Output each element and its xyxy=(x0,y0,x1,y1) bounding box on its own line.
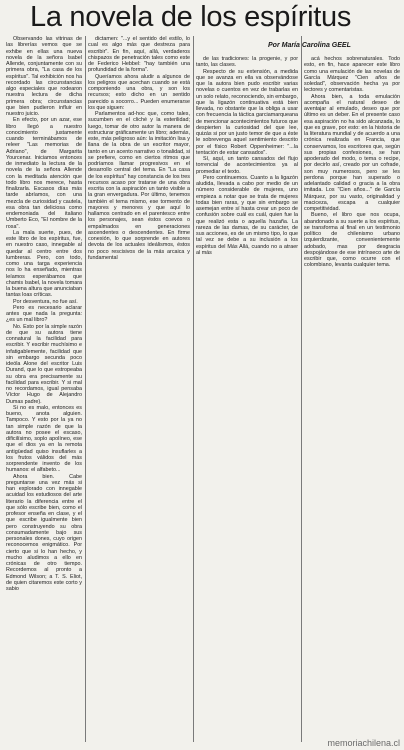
paragraph: No. Esto por la simple razón de que su autora tiene connatural la facilidad para escribir. Y escribir muchísimo e infatigablemente, facilidad que sin embargo secunda poco ideóla Alone del escritor Luis Durand, que lo que estropeaba su obra era precisamente su facilidad para escribir. Y si mal no recordamos, igual pensaba Víctor Hugo de Alejandro Dumas padre). xyxy=(6,323,82,405)
text-column-1 xyxy=(6,36,82,742)
text-column-3 xyxy=(196,56,298,742)
text-column-4 xyxy=(304,56,400,742)
paragraph: Sí, aquí, un tanto cansados del flujo torrencial de acontecimientos ya al promediar el texto. xyxy=(196,156,298,175)
paragraph: Si no es malo, entonces es bueno, anota alguien. Tampoco. Y esto por la ya no tan simple razón de que la autora no posee el escaso, dificilísimo, soplo apolíneo, ese que el dios ya en la remota antigüedad quiso insuflarles a los frutos válidos del más sorprendente invento de los humanos: el alfabeto... xyxy=(6,404,82,474)
paragraph: Respecto de su extensión, a medida que se avanza en ella va observándose que la autora bien pudo escribir varias novelas o cuentos en vez de trabarlas en un solo relato, reconociendo, sin embargo, que la ligazón continuativa está bien llevada, no obstante que la obliga a usar con frecuencia la táctica garciamarqueana de mencionar acontecimientos futuros que despierten la curiosidad del que lee, quizás si por un justo temor de que a éste le sobrevenga aquel sentimiento descrito por el físico Robert Oppenheimer: "...la tentación de estar cansados". xyxy=(196,68,298,156)
paragraph: Por desventura, no fue así. xyxy=(13,298,78,305)
article-byline: Por María Carolina GEEL xyxy=(268,42,351,49)
column-divider xyxy=(85,36,86,742)
text-column-2 xyxy=(88,36,190,742)
column-divider xyxy=(193,36,194,742)
paragraph: Observando las vitrinas de las librerías vemos que se exhibe en ellas una nueva novela de la señora Isabel Allende, conjuntamente con su primera obra, "La casa de los espíritus". Tal exhibición nos ha recordado las circunstancias algo especiales que rodearon nuestra lectura de dicha primera obra; circunstancias que bien pudieron influir en nuestro juicio. xyxy=(6,36,82,117)
paragraph: Parlamentos ad-hoc que, como tales, sucumben en el cliché y la esterilidad; luego, tomar de otro autor la manera de estructurar gráficamente un libro; además, este, más peligroso aún: la imitación lisa y llana de la obra de un escritor mayor, tanto en un acento narrativo o tonalidad, si se prefiere, como en ciertos ritmos que podríamos llamar progresivos en el desarrollo central del tema. En "La casa de los espíritus" hay constancia de los tres recursos acaso por tratarse de una obra escrita con la aspiración un tanto visible a la gran envergadura. Por último, tenemos también el tema mismo, ese tormento de mayores y menores y que aquí lo hallamos centrado en el parentesco entre los personajes, sean éstos coevos o empalmados en generaciones ascendentes o descendentes. En firme conexión, lo que sorprende en autores devota de los actuales ideálismos, éstos no poco rescisivos de la más arcaica y fundamental xyxy=(88,111,190,261)
column-divider xyxy=(301,36,302,742)
site-watermark: memoriachilena.cl xyxy=(327,738,400,748)
paragraph: de las tradiciones: la progenie, y por tanto, las clases. xyxy=(196,56,298,69)
article-title: La novela de los espíritus xyxy=(30,1,352,33)
paragraph: Queríamos ahora aludir a algunos de los peligros que acechan cuando se está componiendo una obra, y son los recursos; esto dicho en un sentido parecido a socorro... Pueden enumerarse los que siguen: xyxy=(88,73,190,111)
paragraph: dictamen: "...y el sentido del estilo, lo cual es algo más que destreza para escribir". En fin, aquí, allá, verdaderos chispazos de penetración tales como este de Federico Hebbel: "hay también una profundidad de la forma". xyxy=(88,36,190,74)
paragraph: Ahora bien, a toda emulación acompaña el natural deseo de aventajar al emulado, deseo que por último es un deber. En el presente caso esa aspiración no ha sido alcanzada, lo que es grave, por esto: en la historia de la literatura mundial y de acuerdo a una crónica realizada en Francia, que conservamos, los escritores que, según sus propias confesiones, se han apoderado del modo, o tema o recipe, por decirlo así, creado por un cofrade, son muy numerosos, pero se les perdona porque han superado o adelantado calidad o gracia a la obra imitada. Los "Cien años..." de García Márquez, por su vasto, originalidad y maciceza, escapa a cualquier competitividad. xyxy=(304,93,400,212)
paragraph: Bueno, el libro que nos ocupa, abandonado a su suerte a los espíritus, se transforma al final en un testimonio político de chilenismo urbano izquierdizante, convenientemente adobado, mas por desgracia despojándose de ese intrínseco arte de escribir que, como ocurre con el colombiano, levanta cualquier tema. xyxy=(304,212,400,269)
paragraph: En efecto, por un azar, ese libro llegó a nuestro conocimiento justamente cuando terminábamos de releer "Las memorias de Adriano", de Margarita Yourcenar. Iniciamos entonces de inmediato la lectura de la novela de la señora Allende con la meditada atención que todo libro nos merece, hasta finalizarla. Escasos días más tarde abríamos, con una mezcla de curiosidad y cautela, esa obra tan deliciosa como endemoniada del italiano Umberto Eco, "El nombre de la rosa". xyxy=(6,117,82,230)
paragraph: Pero es necesario aclarar antes que nada la pregunta: ¿es un mal libro? xyxy=(6,304,82,324)
paragraph: Ahora bien. Cabe preguntarse una vez más si han explorado con innegable acuidad los estudiosos del arte literario la diferencia entre el que sólo escribe bien, como el profesor enseña en clase, y el que escribe igualmente bien pero construyendo su obra consumadamente bajo sus personales dones, cuyo origen reconocemos enigmático. Por cierto que si lo han hecho, y mucho aludimos a ello en crónicas de otro tiempo. Recordemos al pronto a Edmond Wilson; a T. S. Eliot, de quien citaremos este corto y sabio xyxy=(6,473,82,592)
paragraph: La mala suerte, pues, de este libro de los espíritus, fue, en nuestro caso, innegable al quedar al centro entre dos lumbreras. Pero, con todo, como una targa experiencia nos lo ha enseñado, mientras leíamos esperábamos que chamis Isabel, la novela tomara la buena altura que anunciaban tantas loas críticas. xyxy=(6,229,82,299)
paragraph: acá hechos sobrenaturales. Todo esto, en fin, hace aparecer este libro como una emulación de las novelas de García Márquez "Cien años de soledad", observación hecha ya por lectores y comentaristas. xyxy=(304,56,400,94)
paragraph: Pero continuemos. Cuanto a la ligazón aludida, llevada a cabo por medio de un número considerable de mujeres, uno empieza a notar que se trata de mujeres todas bien raras, y que sin embargo se asemejan entre sí hasta crear un poco de confusión sobre cuál es cuál, quien fue la que realizó esta o aquella hazaña. La rareza de las damas, de su carácter, de sus acciones, es de un mismo tipo, lo que tal vez se debe a su inclusión a los espíritus del Más Allá, cuando no a atraer al más xyxy=(196,174,298,256)
